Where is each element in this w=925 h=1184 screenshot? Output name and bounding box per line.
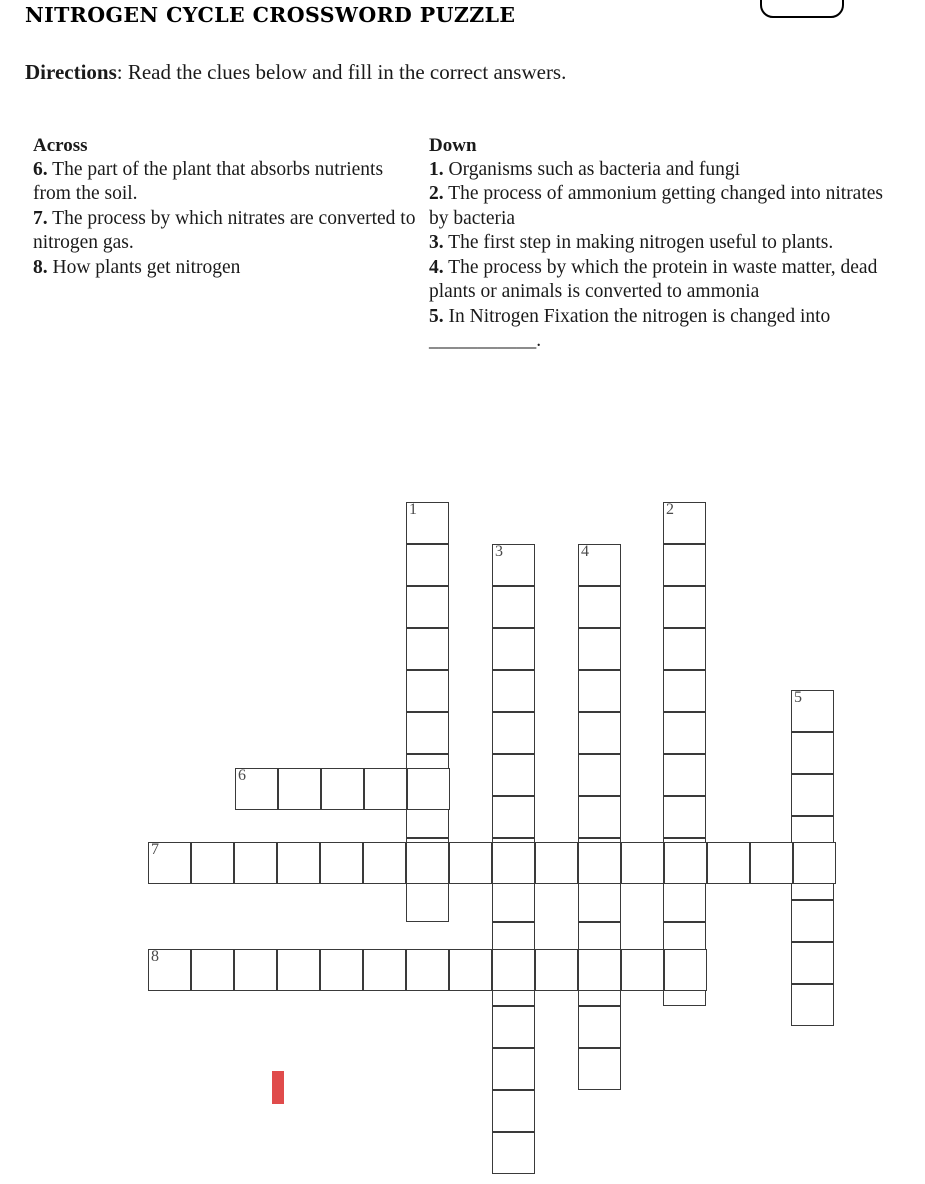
- grid-cell[interactable]: [492, 880, 535, 922]
- grid-cell-number: 7: [151, 841, 159, 858]
- across-heading: Across: [33, 135, 88, 156]
- grid-cell[interactable]: [492, 842, 535, 884]
- clue-text: The process by which the protein in waste matter, dead plants or animals is converted to ammonia: [429, 256, 878, 303]
- grid-cell[interactable]: [621, 842, 664, 884]
- grid-cell[interactable]: [449, 842, 492, 884]
- grid-cell[interactable]: [664, 949, 707, 991]
- grid-cell[interactable]: [663, 586, 706, 628]
- grid-cell[interactable]: [578, 842, 621, 884]
- grid-cell[interactable]: [320, 842, 363, 884]
- grid-cell-number: 1: [409, 501, 417, 518]
- grid-cell-start-6[interactable]: [235, 768, 278, 810]
- grid-cell[interactable]: [363, 842, 406, 884]
- grid-cell[interactable]: [578, 949, 621, 991]
- grid-cell[interactable]: [234, 842, 277, 884]
- grid-cell[interactable]: [578, 712, 621, 754]
- grid-cell[interactable]: [406, 880, 449, 922]
- clue-number: 3.: [429, 232, 444, 254]
- grid-cell[interactable]: [492, 586, 535, 628]
- grid-cell[interactable]: [277, 842, 320, 884]
- clue-text: The process of ammonium getting changed into nitrates by bacteria: [429, 183, 884, 229]
- clue-text: The part of the plant that absorbs nutrients from the soil.: [33, 158, 384, 205]
- grid-cell[interactable]: [364, 768, 407, 810]
- grid-cell[interactable]: [621, 949, 664, 991]
- clue-number: 5.: [429, 305, 444, 327]
- grid-cell[interactable]: [321, 768, 364, 810]
- grid-cell-number: 8: [151, 948, 159, 965]
- clue-number: 7.: [33, 207, 48, 229]
- grid-cell[interactable]: [664, 842, 707, 884]
- grid-cell[interactable]: [707, 842, 750, 884]
- grid-cell-start-3[interactable]: [492, 544, 535, 586]
- grid-cell[interactable]: [791, 900, 834, 942]
- grid-cell[interactable]: [750, 842, 793, 884]
- grid-cell[interactable]: [791, 942, 834, 984]
- grid-cell[interactable]: [278, 768, 321, 810]
- grid-cell-start-1[interactable]: [406, 502, 449, 544]
- grid-cell[interactable]: [578, 586, 621, 628]
- grid-cell[interactable]: [234, 949, 277, 991]
- grid-cell[interactable]: [320, 949, 363, 991]
- grid-cell-number: 4: [581, 543, 589, 560]
- grid-cell[interactable]: [449, 949, 492, 991]
- grid-cell[interactable]: [578, 796, 621, 838]
- grid-cell-number: 6: [238, 767, 246, 784]
- grid-cell[interactable]: [406, 670, 449, 712]
- grid-cell[interactable]: [535, 949, 578, 991]
- clue-number: 4.: [429, 256, 444, 278]
- clue-text: In Nitrogen Fixation the nitrogen is changed into ___________.: [429, 305, 831, 352]
- grid-cell[interactable]: [191, 949, 234, 991]
- grid-cell[interactable]: [492, 712, 535, 754]
- grid-cell[interactable]: [793, 842, 836, 884]
- grid-cell[interactable]: [492, 796, 535, 838]
- clue-number: 6.: [33, 158, 48, 180]
- grid-cell[interactable]: [492, 1090, 535, 1132]
- grid-cell-start-7[interactable]: [148, 842, 191, 884]
- grid-cell[interactable]: [492, 670, 535, 712]
- grid-cell[interactable]: [406, 628, 449, 670]
- grid-cell[interactable]: [663, 544, 706, 586]
- directions-label: Directions: [25, 60, 117, 84]
- grid-cell[interactable]: [535, 842, 578, 884]
- grid-cell[interactable]: [277, 949, 320, 991]
- grid-cell[interactable]: [191, 842, 234, 884]
- grid-cell-start-5[interactable]: [791, 690, 834, 732]
- grid-cell[interactable]: [578, 880, 621, 922]
- grid-cell[interactable]: [578, 1006, 621, 1048]
- grid-cell[interactable]: [578, 670, 621, 712]
- grid-cell[interactable]: [406, 949, 449, 991]
- grid-cell[interactable]: [406, 586, 449, 628]
- grid-cell[interactable]: [406, 712, 449, 754]
- grid-cell[interactable]: [363, 949, 406, 991]
- directions-text: : Read the clues below and fill in the correct answers.: [116, 60, 567, 84]
- grid-cell-number: 2: [666, 501, 674, 518]
- grid-cell[interactable]: [492, 1048, 535, 1090]
- grid-cell[interactable]: [663, 754, 706, 796]
- page-title: NITROGEN CYCLE CROSSWORD PUZZLE: [25, 3, 516, 27]
- clue-text: The process by which nitrates are converted to nitrogen gas.: [33, 207, 416, 254]
- grid-cell[interactable]: [492, 1006, 535, 1048]
- grid-cell[interactable]: [492, 754, 535, 796]
- down-heading: Down: [429, 135, 477, 156]
- grid-cell-start-4[interactable]: [578, 544, 621, 586]
- grid-cell-number: 5: [794, 689, 802, 706]
- grid-cell[interactable]: [407, 768, 450, 810]
- grid-cell[interactable]: [791, 732, 834, 774]
- grid-cell[interactable]: [578, 754, 621, 796]
- clue-number: 8.: [33, 256, 48, 278]
- grid-cell-number: 3: [495, 543, 503, 560]
- grid-cell[interactable]: [578, 628, 621, 670]
- grid-cell[interactable]: [791, 774, 834, 816]
- clue-text: Organisms such as bacteria and fungi: [448, 158, 741, 180]
- grid-cell[interactable]: [492, 949, 535, 991]
- grid-cell-start-2[interactable]: [663, 502, 706, 544]
- grid-cell[interactable]: [492, 628, 535, 670]
- grid-cell-start-8[interactable]: [148, 949, 191, 991]
- grid-cell[interactable]: [406, 842, 449, 884]
- clue-number: 1.: [429, 158, 444, 180]
- clue-text: How plants get nitrogen: [52, 256, 241, 278]
- grid-cell[interactable]: [578, 1048, 621, 1090]
- grid-cell[interactable]: [791, 984, 834, 1026]
- text-caret: [272, 1071, 284, 1104]
- grid-cell[interactable]: [663, 712, 706, 754]
- grid-cell[interactable]: [492, 1132, 535, 1174]
- grid-cell[interactable]: [406, 544, 449, 586]
- grid-cell[interactable]: [663, 628, 706, 670]
- grid-cell[interactable]: [663, 880, 706, 922]
- grid-cell[interactable]: [663, 670, 706, 712]
- grid-cell[interactable]: [663, 796, 706, 838]
- clue-number: 2.: [429, 183, 444, 205]
- clue-text: The first step in making nitrogen useful to plants.: [448, 232, 834, 254]
